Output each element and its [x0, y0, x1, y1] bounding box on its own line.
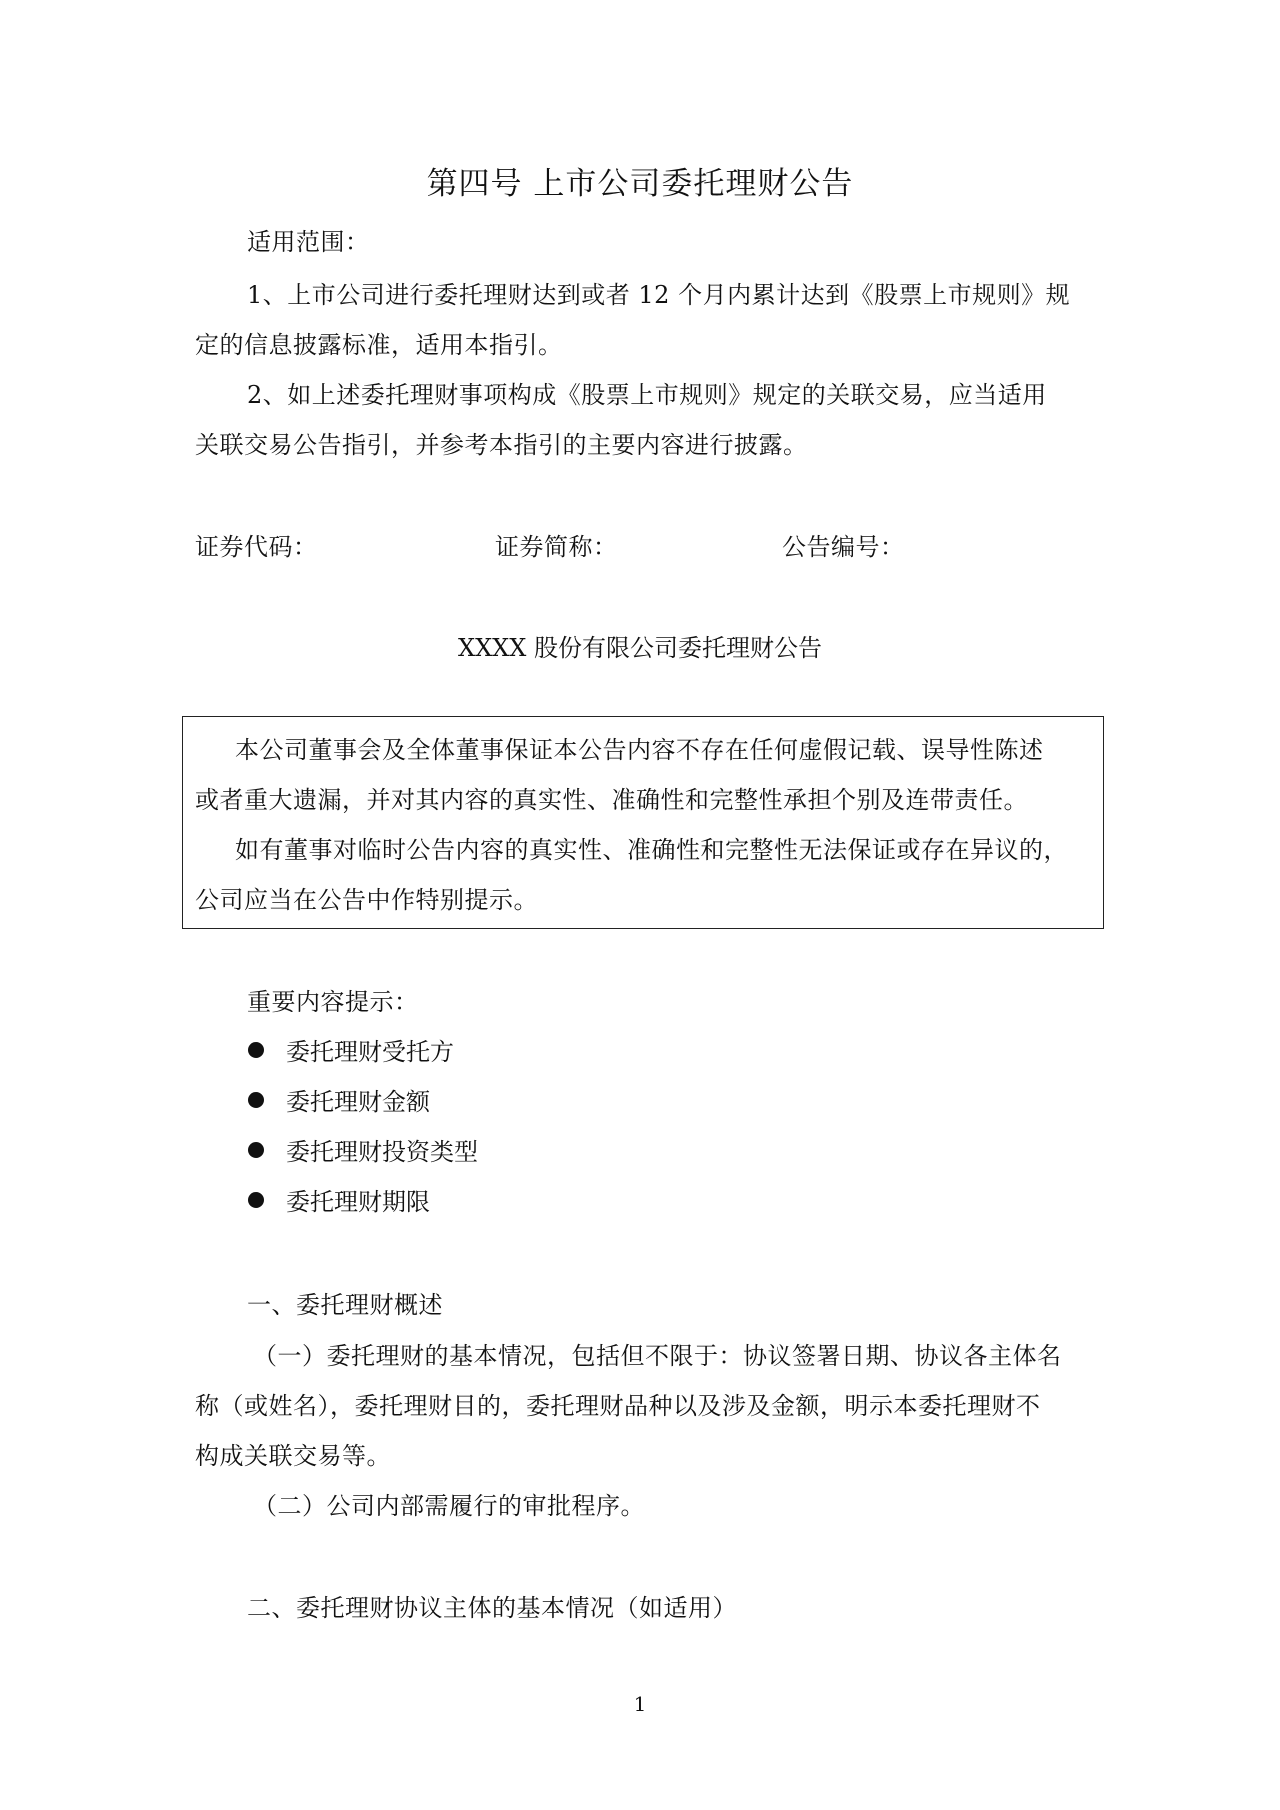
key-point-item: 委托理财受托方	[286, 1038, 454, 1066]
scope-item1-line1: 1、上市公司进行委托理财达到或者 12 个月内累计达到《股票上市规则》规	[247, 281, 1071, 309]
document-title: 第四号 上市公司委托理财公告	[426, 166, 854, 202]
bullet-icon	[248, 1092, 264, 1108]
key-points-label: 重要内容提示：	[247, 988, 419, 1016]
disclaimer-p2-line1: 如有董事对临时公告内容的真实性、准确性和完整性无法保证或存在异议的，	[235, 836, 1068, 864]
section1-item2: （二）公司内部需履行的审批程序。	[253, 1492, 645, 1520]
disclaimer-p1-line2: 或者重大遗漏，并对其内容的真实性、准确性和完整性承担个别及连带责任。	[195, 786, 1028, 814]
section1-item1-line1: （一）委托理财的基本情况，包括但不限于：协议签署日期、协议各主体名	[253, 1342, 1062, 1370]
securities-code-label: 证券代码：	[195, 533, 318, 561]
scope-item2-line2: 关联交易公告指引，并参考本指引的主要内容进行披露。	[195, 431, 808, 459]
key-point-item: 委托理财投资类型	[286, 1138, 478, 1166]
key-point-item: 委托理财金额	[286, 1088, 430, 1116]
section1-heading: 一、委托理财概述	[247, 1291, 443, 1319]
notice-number-label: 公告编号：	[782, 533, 905, 561]
key-point-item: 委托理财期限	[286, 1188, 430, 1216]
bullet-icon	[248, 1142, 264, 1158]
section1-item1-line3: 构成关联交易等。	[195, 1442, 391, 1470]
section1-item1-line2: 称（或姓名），委托理财目的，委托理财品种以及涉及金额，明示本委托理财不	[195, 1392, 1041, 1420]
bullet-icon	[248, 1042, 264, 1058]
bullet-icon	[248, 1192, 264, 1208]
scope-label: 适用范围：	[247, 228, 370, 256]
page-number: 1	[633, 1692, 647, 1716]
disclaimer-p1-line1: 本公司董事会及全体董事保证本公告内容不存在任何虚假记载、误导性陈述	[235, 736, 1044, 764]
section2-heading: 二、委托理财协议主体的基本情况（如适用）	[247, 1594, 737, 1622]
disclaimer-p2-line2: 公司应当在公告中作特别提示。	[195, 886, 538, 914]
securities-short-name-label: 证券简称：	[495, 533, 618, 561]
announcement-title: XXXX 股份有限公司委托理财公告	[458, 634, 822, 662]
scope-item1-line2: 定的信息披露标准，适用本指引。	[195, 331, 563, 359]
scope-item2-line1: 2、如上述委托理财事项构成《股票上市规则》规定的关联交易，应当适用	[247, 381, 1047, 409]
